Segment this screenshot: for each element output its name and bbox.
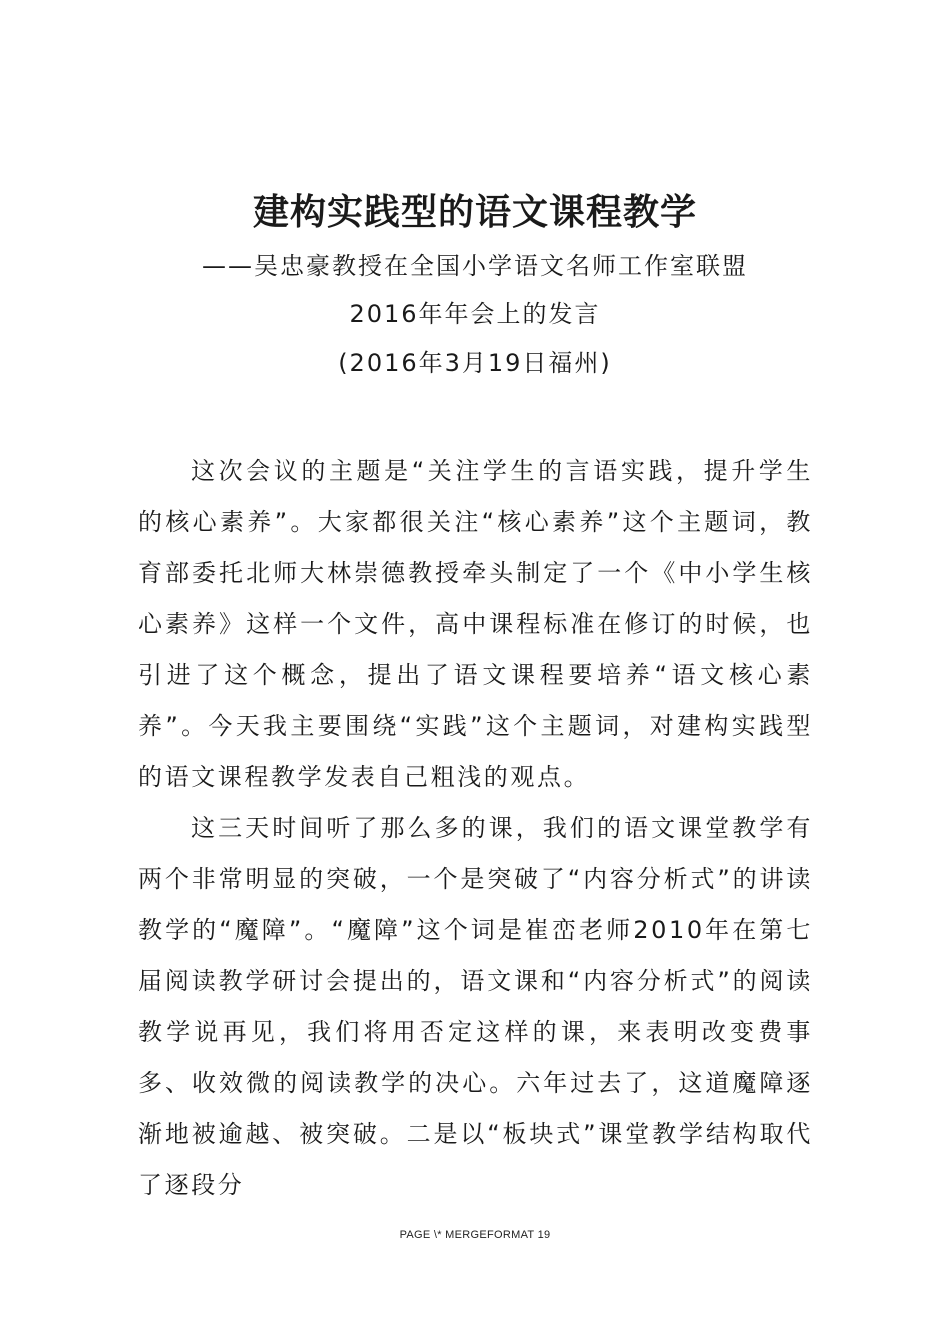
subtitle-speaker: ——吴忠豪教授在全国小学语文名师工作室联盟 [202,252,748,280]
document-title: 建构实践型的语文课程教学 [252,191,697,233]
subtitle-date-place: (2016年3月19日福州) [338,349,612,377]
document-body [138,446,813,1211]
body-paragraph-2: 这三天时间听了那么多的课，我们的语文课堂教学有两个非常明显的突破，一个是突破了“内容分析式”的讲读教学的“魔障”。“魔障”这个词是崔峦老师2010年在第七届阅读教学研讨会提出的，语文课和“内容分析式”的阅读教学说再见，我们将用否定这样的课，来表明改变费事多、收效微的阅读教学的决心。六年过去了，这道魔障逐渐地被逾越、被突破。二是以“板块式”课堂教学结构取代了逐段分 [138,814,813,1199]
page-footer-field: PAGE \* MERGEFORMAT 19 [399,1229,551,1241]
subtitle-event: 2016年年会上的发言 [349,300,601,328]
body-paragraph-1: 这次会议的主题是“关注学生的言语实践，提升学生的核心素养”。大家都很关注“核心素养”这个主题词，教育部委托北师大林崇德教授牵头制定了一个《中小学生核心素养》这样一个文件，高中课程标准在修订的时候，也引进了这个概念，提出了语文课程要培养“语文核心素养”。今天我主要围绕“实践”这个主题词，对建构实践型的语文课程教学发表自己粗浅的观点。 [138,457,813,791]
